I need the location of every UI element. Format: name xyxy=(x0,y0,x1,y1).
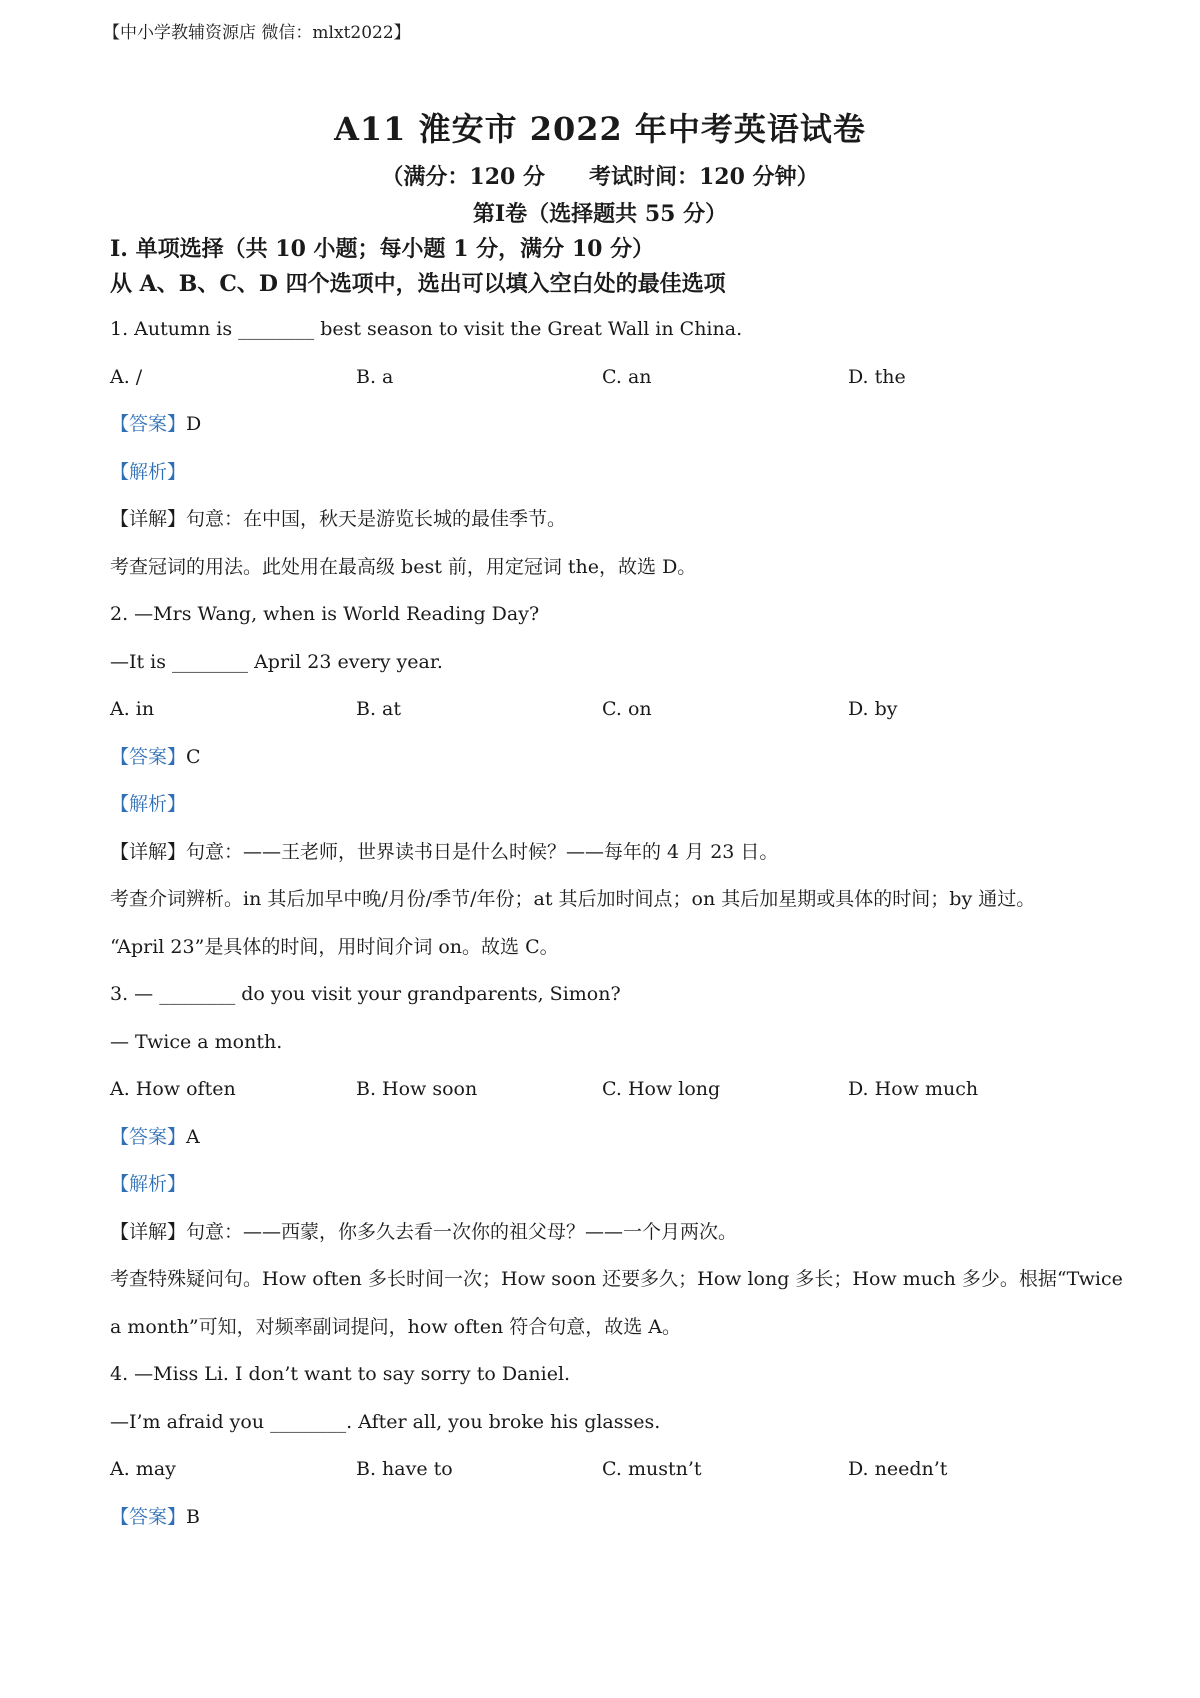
answer-value: D xyxy=(186,413,202,435)
option-b: B. a xyxy=(356,365,394,388)
explain-line: “April 23”是具体的时间，用时间介词 on。故选 C。 xyxy=(110,935,559,958)
option-b: B. at xyxy=(356,698,402,720)
detail-line: 【详解】句意：——王老师，世界读书日是什么时候？——每年的 4 月 23 日。 xyxy=(110,840,779,863)
options-row xyxy=(110,1456,1100,1504)
option-a: A. How often xyxy=(110,1078,236,1100)
options-row xyxy=(110,364,1100,412)
option-d: D. by xyxy=(848,698,898,720)
question-stem: 3. — ________ do you visit your grandparents, Simon? xyxy=(110,983,621,1005)
option-b: B. How soon xyxy=(356,1078,478,1100)
answer-line xyxy=(110,744,1100,792)
analysis-label: 【解析】 xyxy=(110,460,187,483)
option-a: A. may xyxy=(110,1458,176,1480)
question-stem-reply: —It is ________ April 23 every year. xyxy=(110,650,443,673)
analysis-label: 【解析】 xyxy=(110,1173,187,1195)
exam-time: 考试时间：120 分钟） xyxy=(589,164,819,190)
exam-subtitle xyxy=(0,160,1200,191)
answer-value: A xyxy=(186,1125,200,1148)
explain-line: 考查特殊疑问句。How often 多长时间一次；How soon 还要多久；How long 多长；How much 多少。根据“Twice xyxy=(110,1268,1123,1290)
question-stem: 4. —Miss Li. I don’t want to say sorry to Daniel. xyxy=(110,1363,571,1385)
analysis-label: 【解析】 xyxy=(110,793,187,815)
answer-value: B xyxy=(186,1505,200,1528)
exam-title: A11 淮安市 2022 年中考英语试卷 xyxy=(334,110,866,148)
explain-line: a month”可知，对频率副词提问，how often 符合句意，故选 A。 xyxy=(110,1315,682,1338)
option-c: C. How long xyxy=(602,1078,721,1100)
option-d: D. the xyxy=(848,365,906,388)
answer-line xyxy=(110,1124,1100,1172)
section-heading: Ⅰ. 单项选择（共 10 小题；每小题 1 分，满分 10 分） xyxy=(110,236,655,262)
answer-label: 【答案】 xyxy=(110,413,187,435)
answer-label: 【答案】 xyxy=(110,1125,187,1148)
full-score: （满分：120 分 xyxy=(381,164,545,190)
section-instruction: 从 A、B、C、D 四个选项中，选出可以填入空白处的最佳选项 xyxy=(110,271,726,297)
explain-line: 考查冠词的用法。此处用在最高级 best 前，用定冠词 the，故选 D。 xyxy=(110,555,697,578)
watermark-text: 【中小学教辅资源店 微信：mlxt2022】 xyxy=(103,23,411,43)
option-c: C. mustn’t xyxy=(602,1458,702,1480)
options-row xyxy=(110,696,1100,744)
option-a: A. in xyxy=(110,698,155,720)
option-d: D. needn’t xyxy=(848,1458,948,1480)
answer-line xyxy=(110,411,1100,459)
answer-line xyxy=(110,1504,1100,1552)
answer-value: C xyxy=(186,745,201,768)
explain-line: 考查介词辨析。in 其后加早中晚/月份/季节/年份；at 其后加时间点；on 其后加星期或具体的时间；by 通过。 xyxy=(110,888,1036,910)
question-stem: 2. —Mrs Wang, when is World Reading Day? xyxy=(110,603,540,625)
option-c: C. on xyxy=(602,698,652,720)
question-stem: 1. Autumn is ________ best season to visit the Great Wall in China. xyxy=(110,318,743,340)
option-b: B. have to xyxy=(356,1458,453,1480)
answer-label: 【答案】 xyxy=(110,745,187,768)
questions-content xyxy=(110,316,1123,1551)
option-a: A. / xyxy=(110,365,143,388)
option-d: D. How much xyxy=(848,1078,979,1100)
question-stem-reply: — Twice a month. xyxy=(110,1030,283,1053)
options-row xyxy=(110,1076,1100,1124)
detail-line: 【详解】句意：在中国，秋天是游览长城的最佳季节。 xyxy=(110,508,567,530)
part-heading: 第Ⅰ卷（选择题共 55 分） xyxy=(472,201,728,227)
question-stem-reply: —I’m afraid you ________. After all, you broke his glasses. xyxy=(110,1410,661,1433)
answer-label: 【答案】 xyxy=(110,1505,187,1528)
option-c: C. an xyxy=(602,365,652,388)
detail-line: 【详解】句意：——西蒙，你多久去看一次你的祖父母？——一个月两次。 xyxy=(110,1220,738,1243)
